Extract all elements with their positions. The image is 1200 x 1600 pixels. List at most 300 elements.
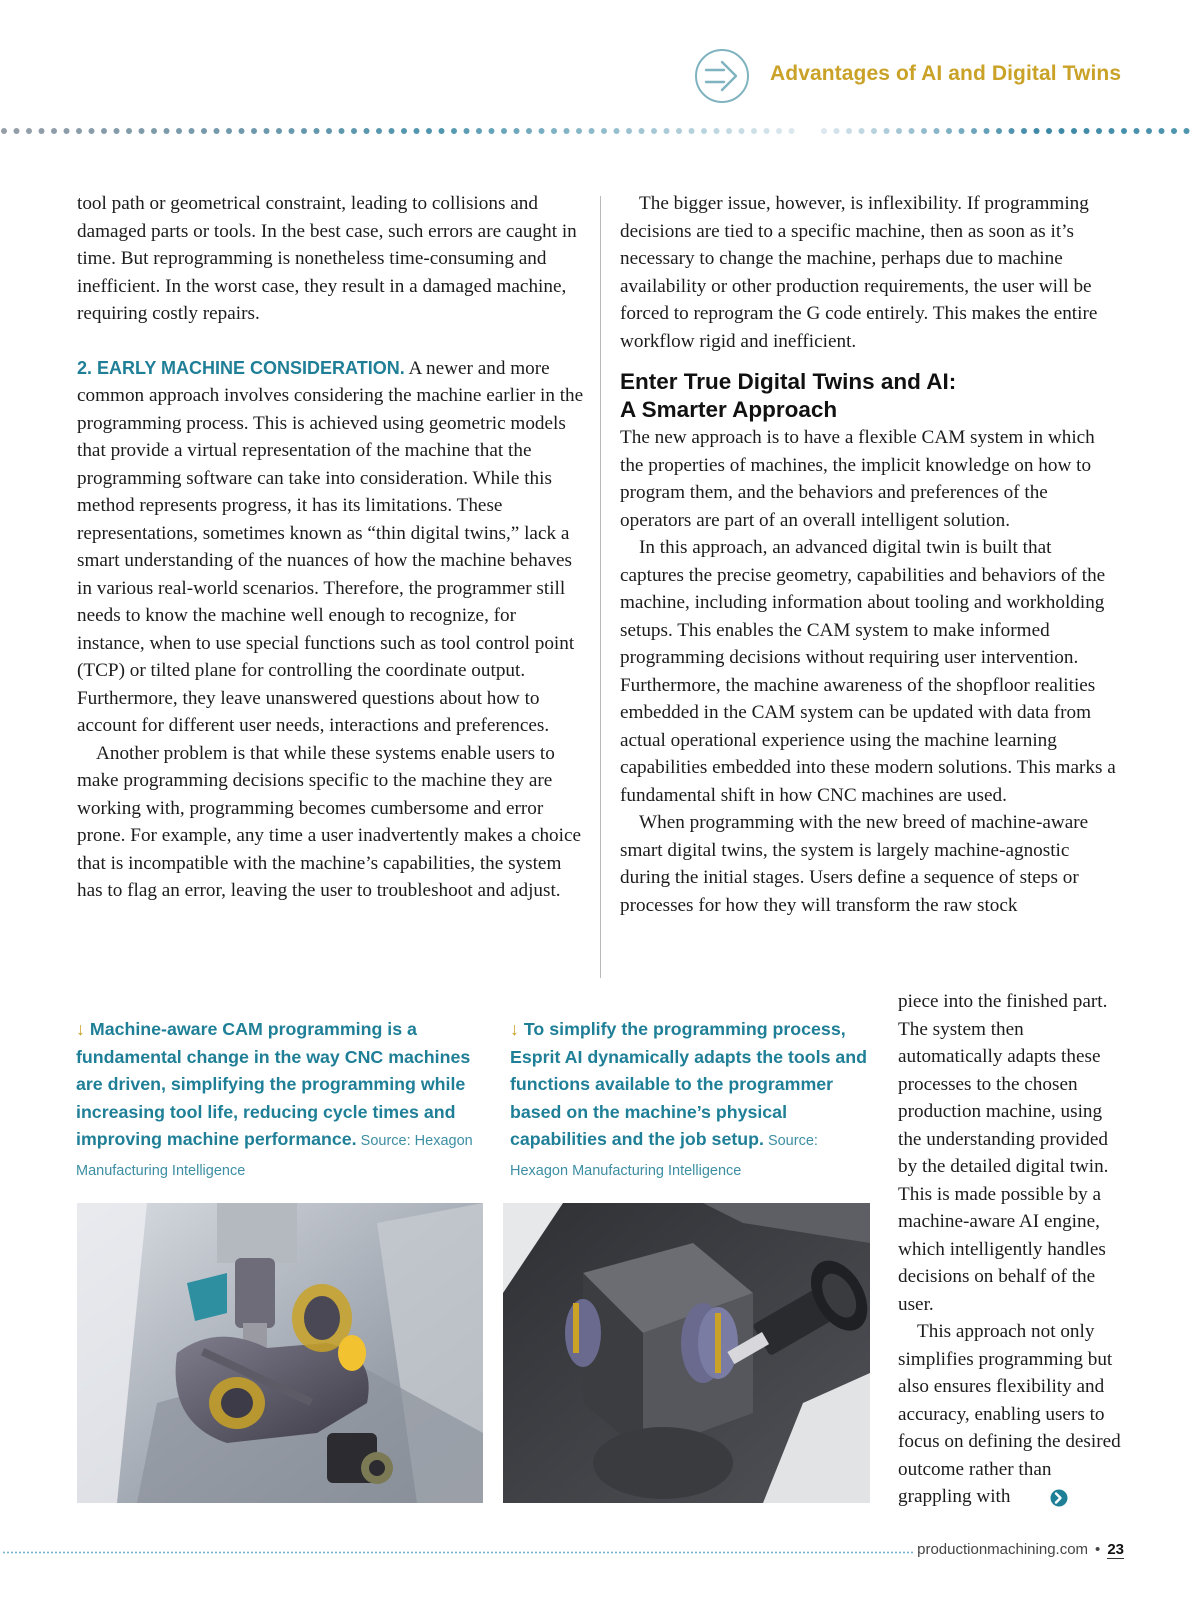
decorative-dot [51, 1552, 53, 1554]
decorative-dot [1171, 128, 1177, 134]
decorative-dot [1071, 128, 1077, 134]
caption-arrow-icon: ↓ [76, 1019, 85, 1039]
left-column [77, 190, 587, 905]
decorative-dot [259, 1552, 261, 1554]
decorative-dot [664, 128, 670, 134]
decorative-dot [831, 1552, 833, 1554]
decorative-dot [211, 1552, 213, 1554]
decorative-dot [395, 1552, 397, 1554]
decorative-dot [1021, 128, 1027, 134]
decorative-dot [19, 1552, 21, 1554]
decorative-dot [576, 128, 582, 134]
decorative-dot [779, 1552, 781, 1554]
continue-arrow-icon [1050, 1489, 1068, 1507]
decorative-dot [507, 1552, 509, 1554]
decorative-dot [775, 1552, 777, 1554]
decorative-dot [627, 1552, 629, 1554]
decorative-dot [99, 1552, 101, 1554]
decorative-dot [564, 128, 570, 134]
decorative-dot [235, 1552, 237, 1554]
decorative-dot [303, 1552, 305, 1554]
decorative-dot [871, 128, 877, 134]
decorative-dot [879, 1552, 881, 1554]
decorative-dot [147, 1552, 149, 1554]
decorative-dot [189, 128, 195, 134]
right-column [620, 190, 1120, 919]
decorative-dot [703, 1552, 705, 1554]
decorative-dot [607, 1552, 609, 1554]
decorative-dot [375, 1552, 377, 1554]
decorative-dot [339, 1552, 341, 1554]
decorative-dot [459, 1552, 461, 1554]
decorative-dot [499, 1552, 501, 1554]
decorative-dot [247, 1552, 249, 1554]
decorative-dot [289, 128, 295, 134]
decorative-dot [399, 1552, 401, 1554]
decorative-dot [347, 1552, 349, 1554]
decorative-dot [135, 1552, 137, 1554]
decorative-dot [1034, 128, 1040, 134]
decorative-dot [151, 128, 157, 134]
decorative-dot [431, 1552, 433, 1554]
decorative-dot [191, 1552, 193, 1554]
decorative-dot [326, 128, 332, 134]
decorative-dot [531, 1552, 533, 1554]
decorative-dot [435, 1552, 437, 1554]
decorative-dot [419, 1552, 421, 1554]
decorative-dot [827, 1552, 829, 1554]
decorative-dot [47, 1552, 49, 1554]
decorative-dot [707, 1552, 709, 1554]
decorative-dot [539, 1552, 541, 1554]
decorative-dot [1121, 128, 1127, 134]
decorative-dot [523, 1552, 525, 1554]
decorative-dot [351, 128, 357, 134]
decorative-dot [551, 1552, 553, 1554]
decorative-dot [343, 1552, 345, 1554]
esprit-ai-setup-image [503, 1203, 870, 1503]
paragraph: In this approach, an advanced digital twin is built that captures the precise geometry, capabilities and behaviors of the machine, including information about tooling and workholding setups. This enables the CAM system to make informed programming decisions without requiring user intervention. Furthermore, the machine awareness of the shopfloor realities embedded in the CAM system can be updated with data from actual operational experience using the machine learning capabilities embedded into these modern solutions. This marks a fundamental shift in how CNC machines are used. [620, 537, 1116, 806]
decorative-dot [899, 1552, 901, 1554]
decorative-dot [1009, 128, 1015, 134]
decorative-dot [587, 1552, 589, 1554]
decorative-dot [701, 128, 707, 134]
decorative-dot [439, 1552, 441, 1554]
decorative-dot [984, 128, 990, 134]
decorative-dot [171, 1552, 173, 1554]
decorative-dot [595, 1552, 597, 1554]
decorative-dot [26, 128, 32, 134]
decorative-dot [91, 1552, 93, 1554]
decorative-dot [467, 1552, 469, 1554]
decorative-dot [287, 1552, 289, 1554]
decorative-dot [571, 1552, 573, 1554]
decorative-dot [291, 1552, 293, 1554]
page-footer [917, 1541, 1124, 1558]
decorative-dot [443, 1552, 445, 1554]
decorative-dot [907, 1552, 909, 1554]
decorative-dot [639, 128, 645, 134]
decorative-dot [551, 128, 557, 134]
decorative-dot [407, 1552, 409, 1554]
decorative-dot [403, 1552, 405, 1554]
decorative-dot [783, 1552, 785, 1554]
decorative-dot [164, 128, 170, 134]
decorative-dot [119, 1552, 121, 1554]
decorative-dot [911, 1552, 913, 1554]
decorative-dot [591, 1552, 593, 1554]
decorative-dot [1084, 128, 1090, 134]
decorative-dot [115, 1552, 117, 1554]
decorative-dot [389, 128, 395, 134]
decorative-dot [1, 128, 7, 134]
decorative-dot [1096, 128, 1102, 134]
decorative-dot [971, 128, 977, 134]
decorative-dot [114, 128, 120, 134]
decorative-dot [583, 1552, 585, 1554]
decorative-dot [67, 1552, 69, 1554]
decorative-dot [151, 1552, 153, 1554]
decorative-dot [887, 1552, 889, 1554]
decorative-dot [539, 128, 545, 134]
decorative-dot [767, 1552, 769, 1554]
decorative-dot [39, 1552, 41, 1554]
caption-text: Machine-aware CAM programming is a fundamental change in the way CNC machines are driven, simplifying the programming while increasing tool life, reducing cycle times and improving machine performance. [76, 1019, 471, 1149]
decorative-dot [167, 1552, 169, 1554]
decorative-dot [903, 1552, 905, 1554]
decorative-dot [201, 128, 207, 134]
decorative-dot [764, 128, 770, 134]
paragraph: When programming with the new breed of machine-aware smart digital twins, the system is largely machine-agnostic during the initial stages. Users define a sequence of steps or processes for how they will transform the raw stock [620, 812, 1089, 916]
decorative-dot [107, 1552, 109, 1554]
decorative-dot [615, 1552, 617, 1554]
decorative-dot [155, 1552, 157, 1554]
decorative-dot [603, 1552, 605, 1554]
decorative-dot [847, 1552, 849, 1554]
decorative-dot [695, 1552, 697, 1554]
decorative-dot [299, 1552, 301, 1554]
decorative-dot [7, 1552, 9, 1554]
section-heading [620, 368, 1120, 424]
decorative-dot [1046, 128, 1052, 134]
decorative-dot [223, 1552, 225, 1554]
caption-text: To simplify the programming process, Esprit AI dynamically adapts the tools and functions available to the programmer based on the machine’s physical capabilities and the job setup. [510, 1019, 868, 1149]
decorative-dot [267, 1552, 269, 1554]
decorative-dot [567, 1552, 569, 1554]
caption-arrow-icon: ↓ [510, 1019, 519, 1039]
section-title: Advantages of AI and Digital Twins [770, 62, 1122, 85]
decorative-dot [639, 1552, 641, 1554]
figure-caption-right [510, 1016, 870, 1185]
decorative-dot [884, 128, 890, 134]
decorative-dot [896, 128, 902, 134]
decorative-dot [83, 1552, 85, 1554]
decorative-dot [219, 1552, 221, 1554]
decorative-dot [179, 1552, 181, 1554]
decorative-dot [655, 1552, 657, 1554]
decorative-dot [203, 1552, 205, 1554]
decorative-dot [43, 1552, 45, 1554]
decorative-dot [835, 1552, 837, 1554]
decorative-dot [379, 1552, 381, 1554]
decorative-dot [1184, 128, 1190, 134]
decorative-dot [76, 128, 82, 134]
decorative-dot [3, 1552, 5, 1554]
paragraph: The new approach is to have a flexible CAM system in which the properties of machines, the implicit knowledge on how to program them, and the behaviors and preferences of the operators are part of an overall intelligent solution. [620, 427, 1095, 531]
decorative-dot [364, 128, 370, 134]
decorative-dot [996, 128, 1002, 134]
decorative-dot [39, 128, 45, 134]
decorative-dot [799, 1552, 801, 1554]
decorative-dot [301, 128, 307, 134]
decorative-dot [447, 1552, 449, 1554]
footer-bullet: • [1095, 1541, 1101, 1558]
decorative-dot [463, 1552, 465, 1554]
decorative-dot [946, 128, 952, 134]
decorative-dot [863, 1552, 865, 1554]
decorative-dot [651, 1552, 653, 1554]
decorative-dot [439, 128, 445, 134]
footer-dotted-rule [0, 1551, 913, 1554]
decorative-dot [1146, 128, 1152, 134]
cam-machine-render-image [77, 1203, 483, 1503]
decorative-dot [355, 1552, 357, 1554]
decorative-dot [891, 1552, 893, 1554]
heading-line-1: Enter True Digital Twins and AI: [620, 369, 957, 394]
decorative-dot [483, 1552, 485, 1554]
decorative-dot [811, 1552, 813, 1554]
decorative-dot [215, 1552, 217, 1554]
decorative-dot [647, 1552, 649, 1554]
paragraph [77, 355, 587, 740]
decorative-dot [339, 128, 345, 134]
decorative-dot [319, 1552, 321, 1554]
decorative-dot [747, 1552, 749, 1554]
decorative-dot [175, 1552, 177, 1554]
decorative-dot [295, 1552, 297, 1554]
decorative-dot [763, 1552, 765, 1554]
decorative-dot [351, 1552, 353, 1554]
decorative-dot [1059, 128, 1065, 134]
decorative-dot [367, 1552, 369, 1554]
decorative-dot [503, 1552, 505, 1554]
decorative-dot [759, 1552, 761, 1554]
decorative-dot [139, 1552, 141, 1554]
decorative-dot [163, 1552, 165, 1554]
decorative-dot [727, 1552, 729, 1554]
decorative-dot [451, 1552, 453, 1554]
decorative-dot [87, 1552, 89, 1554]
decorative-dot [807, 1552, 809, 1554]
decorative-dot [699, 1552, 701, 1554]
decorative-dot [875, 1552, 877, 1554]
decorative-dot [231, 1552, 233, 1554]
decorative-dot [376, 128, 382, 134]
decorative-dot [183, 1552, 185, 1554]
decorative-dot [14, 128, 20, 134]
decorative-dot [643, 1552, 645, 1554]
decorative-dot [679, 1552, 681, 1554]
decorative-dot [575, 1552, 577, 1554]
decorative-dot [275, 1552, 277, 1554]
footer-site: productionmachining.com [917, 1541, 1089, 1558]
decorative-dot [143, 1552, 145, 1554]
decorative-dot [51, 128, 57, 134]
decorative-dot [934, 128, 940, 134]
decorative-dot [511, 1552, 513, 1554]
decorative-dot [199, 1552, 201, 1554]
decorative-dot [131, 1552, 133, 1554]
decorative-dot [663, 1552, 665, 1554]
column-divider [600, 196, 601, 978]
figure-caption-left [76, 1016, 486, 1185]
header-dotted-rule-left [0, 127, 812, 135]
decorative-dot [909, 128, 915, 134]
decorative-dot [1159, 128, 1165, 134]
decorative-dot [883, 1552, 885, 1554]
decorative-dot [103, 1552, 105, 1554]
decorative-dot [79, 1552, 81, 1554]
decorative-dot [63, 1552, 65, 1554]
decorative-dot [279, 1552, 281, 1554]
decorative-dot [614, 128, 620, 134]
decorative-dot [176, 128, 182, 134]
decorative-dot [739, 128, 745, 134]
decorative-dot [589, 128, 595, 134]
subhead-early-machine: 2. EARLY MACHINE CONSIDERATION. [77, 357, 405, 378]
paragraph: tool path or geometrical constraint, leading to collisions and damaged parts or tools. In the best case, such errors are caught in time. But reprogramming is nonetheless time-consuming and inefficient. In the worst case, they result in a damaged machine, requiring costly repairs. [77, 193, 577, 324]
decorative-dot [227, 1552, 229, 1554]
decorative-dot [579, 1552, 581, 1554]
decorative-dot [635, 1552, 637, 1554]
decorative-dot [283, 1552, 285, 1554]
decorative-dot [819, 1552, 821, 1554]
decorative-dot [921, 128, 927, 134]
decorative-dot [331, 1552, 333, 1554]
decorative-dot [31, 1552, 33, 1554]
decorative-dot [755, 1552, 757, 1554]
decorative-dot [791, 1552, 793, 1554]
decorative-dot [263, 1552, 265, 1554]
decorative-dot [711, 1552, 713, 1554]
decorative-dot [731, 1552, 733, 1554]
decorative-dot [415, 1552, 417, 1554]
decorative-dot [271, 1552, 273, 1554]
decorative-dot [751, 1552, 753, 1554]
decorative-dot [599, 1552, 601, 1554]
decorative-dot [834, 128, 840, 134]
decorative-dot [839, 1552, 841, 1554]
decorative-dot [601, 128, 607, 134]
decorative-dot [251, 128, 257, 134]
decorative-dot [475, 1552, 477, 1554]
paragraph: Another problem is that while these systems enable users to make programming decisions specific to the machine they are working with, programming becomes cumbersome and error prone. For example, any time a user inadvertently makes a choice that is incompatible with the machine’s capabilities, the system has to flag an error, leaving the user to troubleshoot and adjust. [77, 742, 582, 901]
decorative-dot [1109, 128, 1115, 134]
decorative-dot [815, 1552, 817, 1554]
decorative-dot [495, 1552, 497, 1554]
decorative-dot [859, 128, 865, 134]
decorative-dot [23, 1552, 25, 1554]
decorative-dot [726, 128, 732, 134]
decorative-dot [323, 1552, 325, 1554]
decorative-dot [64, 128, 70, 134]
decorative-dot [535, 1552, 537, 1554]
decorative-dot [214, 128, 220, 134]
decorative-dot [823, 1552, 825, 1554]
decorative-dot [619, 1552, 621, 1554]
decorative-dot [751, 128, 757, 134]
decorative-dot [391, 1552, 393, 1554]
heading-line-2: A Smarter Approach [620, 397, 838, 422]
decorative-dot [771, 1552, 773, 1554]
decorative-dot [75, 1552, 77, 1554]
decorative-dot [623, 1552, 625, 1554]
header-dotted-rule-right [820, 127, 1200, 135]
decorative-dot [239, 1552, 241, 1554]
paragraph-text: This approach not only simplifies programming but also ensures flexibility and accuracy, enabling users to focus on defining the desired outcome rather than grappling with [898, 1321, 1121, 1507]
decorative-dot [89, 128, 95, 134]
decorative-dot [675, 1552, 677, 1554]
decorative-dot [821, 128, 827, 134]
decorative-dot [501, 128, 507, 134]
decorative-dot [264, 128, 270, 134]
decorative-dot [11, 1552, 13, 1554]
decorative-dot [676, 128, 682, 134]
decorative-dot [427, 1552, 429, 1554]
decorative-dot [479, 1552, 481, 1554]
decorative-dot [631, 1552, 633, 1554]
decorative-dot [803, 1552, 805, 1554]
decorative-dot [126, 128, 132, 134]
narrow-column [898, 988, 1128, 1511]
decorative-dot [359, 1552, 361, 1554]
decorative-dot [691, 1552, 693, 1554]
decorative-dot [335, 1552, 337, 1554]
decorative-dot [455, 1552, 457, 1554]
decorative-dot [95, 1552, 97, 1554]
decorative-dot [307, 1552, 309, 1554]
decorative-dot [895, 1552, 897, 1554]
page-number: 23 [1107, 1541, 1124, 1558]
decorative-dot [15, 1552, 17, 1554]
decorative-dot [371, 1552, 373, 1554]
decorative-dot [555, 1552, 557, 1554]
decorative-dot [411, 1552, 413, 1554]
decorative-dot [314, 128, 320, 134]
decorative-dot [159, 1552, 161, 1554]
decorative-dot [735, 1552, 737, 1554]
decorative-dot [239, 128, 245, 134]
decorative-dot [743, 1552, 745, 1554]
decorative-dot [426, 128, 432, 134]
decorative-dot [414, 128, 420, 134]
decorative-dot [251, 1552, 253, 1554]
decorative-dot [776, 128, 782, 134]
decorative-dot [843, 1552, 845, 1554]
decorative-dot [723, 1552, 725, 1554]
decorative-dot [651, 128, 657, 134]
decorative-dot [451, 128, 457, 134]
decorative-dot [547, 1552, 549, 1554]
decorative-dot [311, 1552, 313, 1554]
decorative-dot [687, 1552, 689, 1554]
decorative-dot [207, 1552, 209, 1554]
decorative-dot [471, 1552, 473, 1554]
decorative-dot [611, 1552, 613, 1554]
decorative-dot [683, 1552, 685, 1554]
decorative-dot [423, 1552, 425, 1554]
decorative-dot [476, 128, 482, 134]
